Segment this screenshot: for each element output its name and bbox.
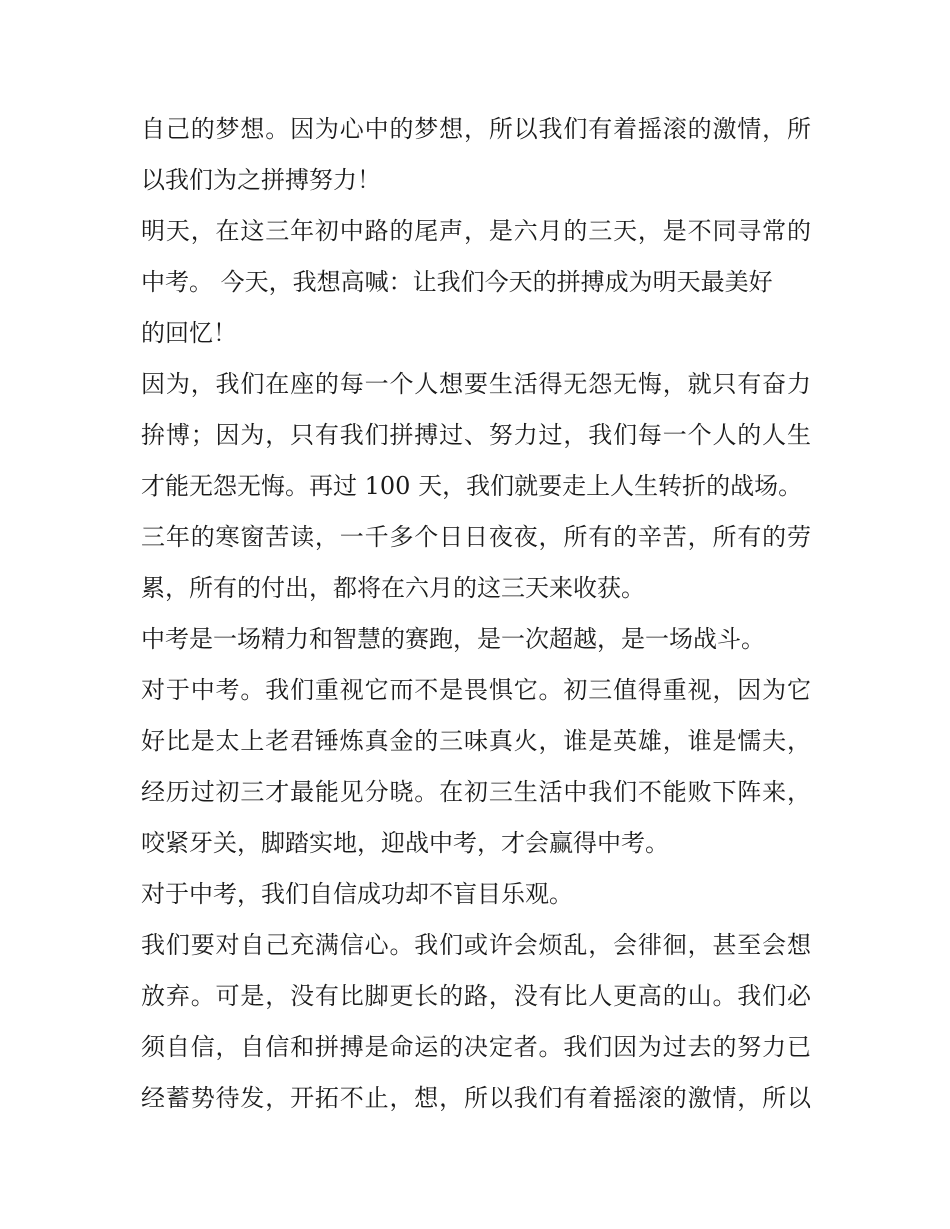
text-line: 明天，在这三年初中路的尾声，是六月的三天，是不同寻常的 <box>141 217 811 245</box>
text-line: 因为，我们在座的每一个人想要生活得无怨无悔，就只有奋力 <box>141 370 811 398</box>
text-line: 的回忆！ <box>141 319 237 347</box>
text-line: 对于中考，我们自信成功却不盲目乐观。 <box>141 880 573 908</box>
text-line: 三年的寒窗苦读，一千多个日日夜夜，所有的辛苦，所有的劳 <box>141 523 811 551</box>
text-line: 对于中考。我们重视它而不是畏惧它。初三值得重视，因为它 <box>141 676 811 704</box>
text-line: 才能无怨无悔。再过 100 天，我们就要走上人生转折的战场。 <box>141 472 803 500</box>
text-line: 须自信，自信和拼搏是命运的决定者。我们因为过去的努力已 <box>141 1033 811 1061</box>
text-line: 咬紧牙关，脚踏实地，迎战中考，才会赢得中考。 <box>141 829 669 857</box>
text-line: 以我们为之拼搏努力！ <box>141 166 381 194</box>
text-line: 拚博；因为，只有我们拼搏过、努力过，我们每一个人的人生 <box>141 421 811 449</box>
text-line: 累，所有的付出，都将在六月的这三天来收获。 <box>141 574 645 602</box>
text-line: 经历过初三才最能见分晓。在初三生活中我们不能败下阵来， <box>141 778 811 806</box>
text-line: 我们要对自己充满信心。我们或许会烦乱，会徘徊，甚至会想 <box>141 931 811 959</box>
text-line: 经蓄势待发，开拓不止，想，所以我们有着摇滚的激情，所以 <box>141 1084 811 1112</box>
text-line: 放弃。可是，没有比脚更长的路，没有比人更高的山。我们必 <box>141 982 811 1010</box>
document-body <box>141 104 811 1124</box>
text-line: 自己的梦想。因为心中的梦想，所以我们有着摇滚的激情，所 <box>141 115 811 143</box>
text-line: 中考是一场精力和智慧的赛跑，是一次超越，是一场战斗。 <box>141 625 765 653</box>
text-line: 中考。 今天，我想高喊：让我们今天的拼搏成为明天最美好 <box>141 268 773 296</box>
text-line: 好比是太上老君锤炼真金的三味真火，谁是英雄，谁是懦夫， <box>141 727 811 755</box>
